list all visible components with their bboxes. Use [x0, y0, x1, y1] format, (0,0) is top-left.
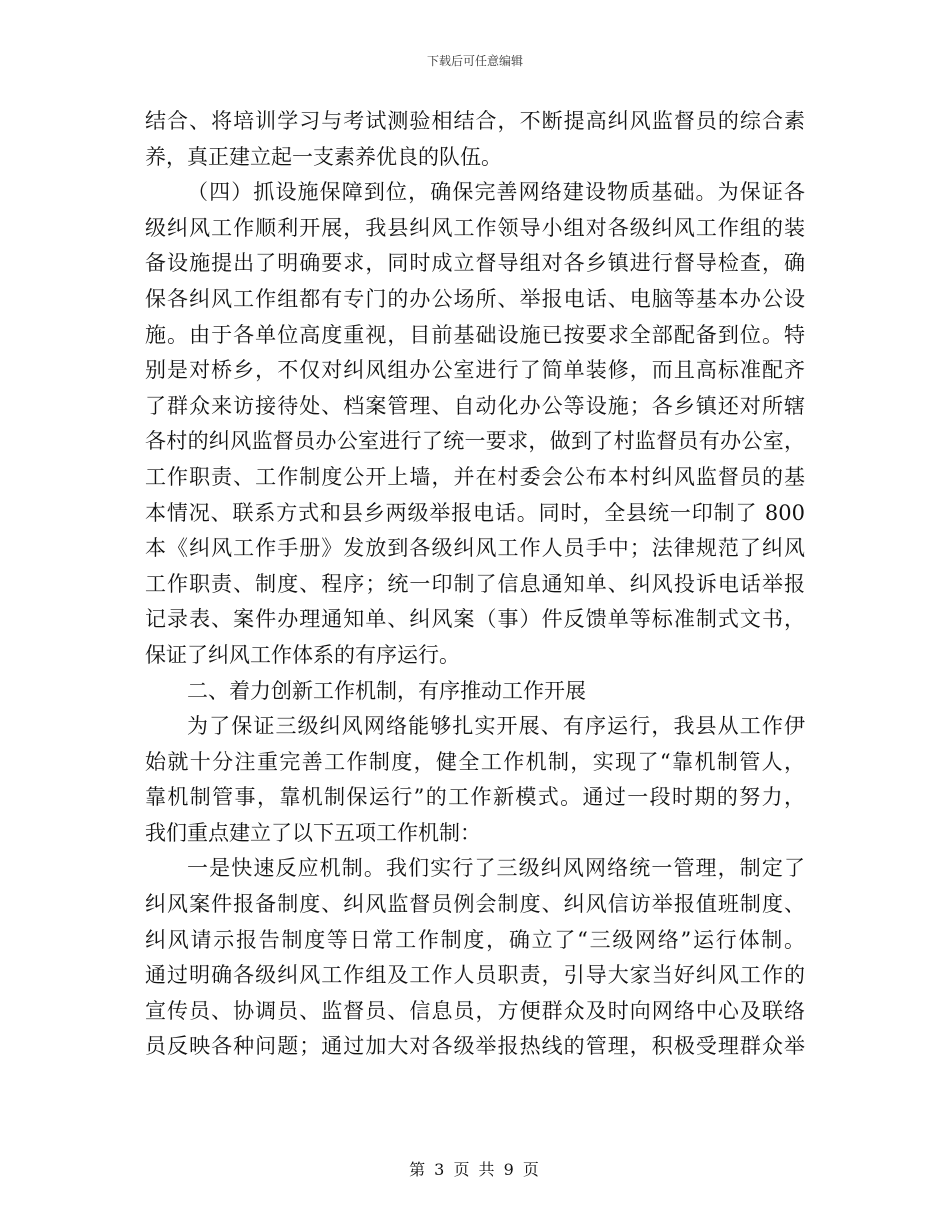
text-line: 工作职责、工作制度公开上墙，并在村委会公布本村纠风监督员的基: [145, 464, 805, 489]
text-line: 始就十分注重完善工作制度，健全工作机制，实现了“靠机制管人，: [145, 749, 805, 774]
text-line: 纠风案件报备制度、纠风监督员例会制度、纠风信访举报值班制度、: [145, 892, 805, 917]
text-line: 靠机制管事，靠机制保运行”的工作新模式。通过一段时期的努力，: [145, 785, 805, 810]
text-line: 保各纠风工作组都有专门的办公场所、举报电话、电脑等基本办公设: [145, 286, 805, 311]
text-line: 纠风请示报告制度等日常工作制度，确立了“三级网络”运行体制。: [145, 927, 805, 952]
text-line: 别是对桥乡，不仅对纠风组办公室进行了简单装修，而且高标准配齐: [145, 358, 805, 383]
text-line: 一是快速反应机制。我们实行了三级纠风网络统一管理，制定了: [187, 856, 805, 881]
text-line: 为了保证三级纠风网络能够扎实开展、有序运行，我县从工作伊: [187, 714, 805, 739]
text-line: 本《纠风工作手册》发放到各级纠风工作人员手中；法律规范了纠风: [145, 536, 805, 561]
text-line: 记录表、案件办理通知单、纠风案（事）件反馈单等标准制式文书，: [145, 607, 805, 632]
text-line: 宣传员、协调员、监督员、信息员，方便群众及时向网络中心及联络: [145, 998, 805, 1023]
text-line: 本情况、联系方式和县乡两级举报电话。同时，全县统一印制了 800: [145, 500, 805, 525]
text-line: （四）抓设施保障到位，确保完善网络建设物质基础。为保证各: [187, 180, 805, 205]
text-line: 工作职责、制度、程序；统一印制了信息通知单、纠风投诉电话举报: [145, 571, 805, 596]
text-line: 各村的纠风监督员办公室进行了统一要求，做到了村监督员有办公室，: [145, 429, 805, 454]
text-line: 结合、将培训学习与考试测验相结合，不断提高纠风监督员的综合素: [145, 109, 805, 133]
text-line: 保证了纠风工作体系的有序运行。: [145, 642, 460, 667]
text-line: 我们重点建立了以下五项工作机制：: [145, 820, 481, 845]
header-note: 下载后可任意编辑: [426, 54, 523, 68]
text-line: 备设施提出了明确要求，同时成立督导组对各乡镇进行督导检查，确: [145, 251, 805, 276]
text-line: 级纠风工作顺利开展，我县纠风工作领导小组对各级纠风工作组的装: [145, 215, 805, 240]
page-number: 第 3 页 共 9 页: [409, 1160, 541, 1179]
text-line: 养，真正建立起一支素养优良的队伍。: [145, 144, 502, 169]
text-line: 了群众来访接待处、档案管理、自动化办公等设施；各乡镇还对所辖: [145, 393, 805, 418]
document-body: [145, 104, 805, 1065]
text-line: 二、着力创新工作机制，有序推动工作开展: [187, 678, 586, 703]
text-line: 施。由于各单位高度重视，目前基础设施已按要求全部配备到位。特: [145, 322, 805, 347]
text-line: 员反映各种问题；通过加大对各级举报热线的管理，积极受理群众举: [145, 1034, 805, 1059]
text-line: 通过明确各级纠风工作组及工作人员职责，引导大家当好纠风工作的: [145, 963, 805, 988]
